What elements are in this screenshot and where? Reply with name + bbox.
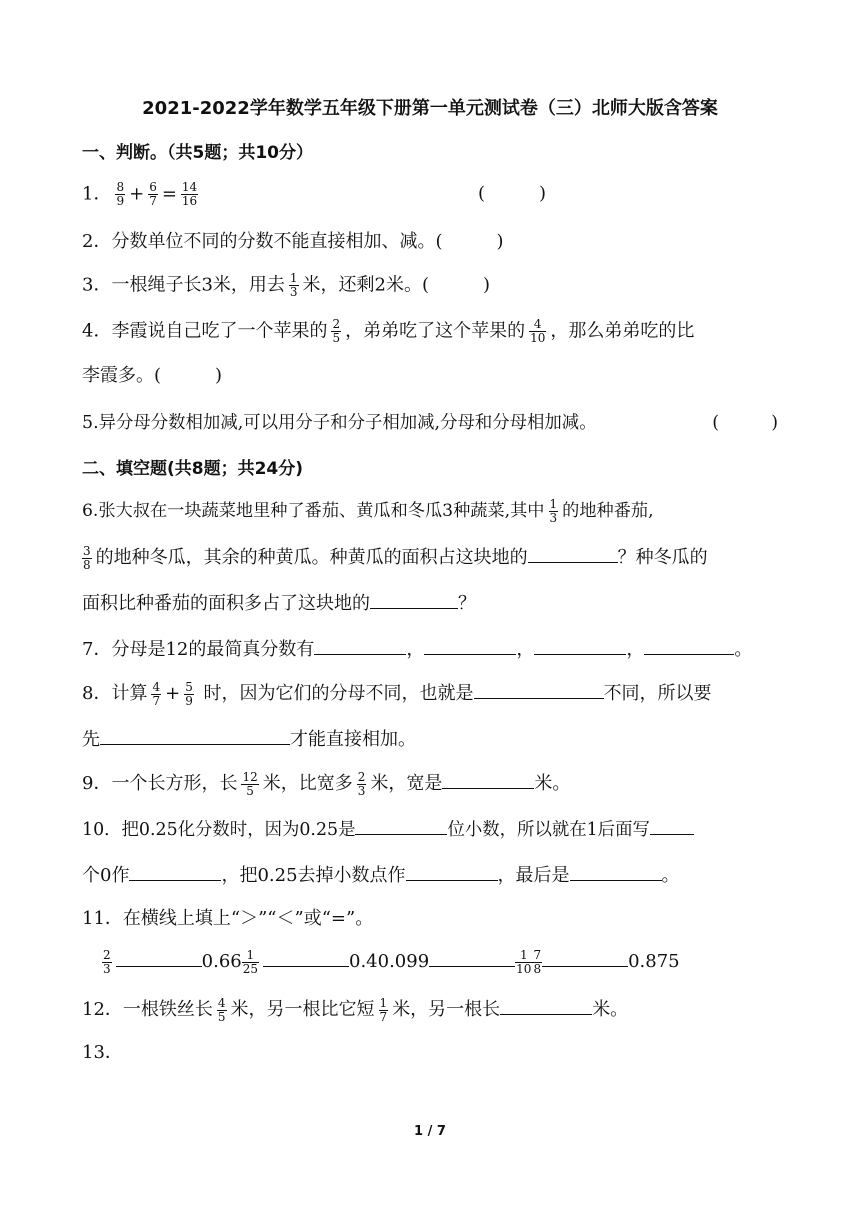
fraction: $\frac{1}{7}$ xyxy=(379,995,388,1024)
question-4-continued: 李霞多。( ) xyxy=(82,365,223,386)
answer-parentheses[interactable]: ( ) xyxy=(422,274,491,296)
fraction: $\frac{1}{10}$ xyxy=(516,947,532,976)
answer-parentheses[interactable]: ( ) xyxy=(435,231,504,252)
fraction: $\frac{12}{5}$ xyxy=(242,769,258,798)
answer-parentheses[interactable]: ( ) xyxy=(154,365,223,386)
question-10-line2: 个0作 ，把0.25去掉小数点作 ，最后是 。 xyxy=(82,862,778,889)
question-number: 1． xyxy=(82,183,112,205)
question-6: 6.张大叔在一块蔬菜地里种了番茄、黄瓜和冬瓜3种蔬菜,其中 $\frac{1}{3}$ 的地种番茄, xyxy=(82,497,654,525)
answer-blank[interactable] xyxy=(116,948,202,967)
fraction: $\frac{8}{9}$ xyxy=(116,180,125,208)
fraction: $\frac{7}{8}$ xyxy=(533,947,542,976)
answer-blank[interactable] xyxy=(650,816,694,835)
question-13: 13． xyxy=(82,1042,123,1063)
question-3: 3．一根绳子长3米，用去 $\frac{1}{3}$ 米，还剩2米。( ) xyxy=(82,271,491,299)
fraction: $\frac{1}{3}$ xyxy=(549,497,558,525)
question-1: 1． $\frac{8}{9}$ + $\frac{6}{7}$ = $\frac{14}{16}$ ( ) xyxy=(82,180,547,208)
question-11-comparisons: $\frac{2}{3}$ 0.66 $\frac{1}{25}$ 0.40.099 $\frac{1}{10}$ $\frac{7}{8}$ 0.875 xyxy=(103,947,680,976)
answer-blank[interactable] xyxy=(263,948,349,967)
answer-blank[interactable] xyxy=(542,948,628,967)
page-number: 1 / 7 xyxy=(414,1124,446,1139)
fraction: $\frac{5}{9}$ xyxy=(185,679,193,708)
fraction: $\frac{3}{8}$ xyxy=(83,543,91,572)
section-heading-judgement: 一、判断。（共5题；共10分） xyxy=(82,143,313,163)
answer-blank[interactable] xyxy=(644,636,734,655)
question-7: 7．分母是12的最简真分数有 ， ， ， 。 xyxy=(82,636,778,663)
answer-blank[interactable] xyxy=(528,544,618,563)
fraction: $\frac{4}{5}$ xyxy=(217,995,226,1024)
answer-parentheses[interactable]: ( ) xyxy=(712,413,778,433)
fraction: $\frac{6}{7}$ xyxy=(149,180,157,208)
fraction: $\frac{2}{3}$ xyxy=(103,947,111,976)
page-title: 2021-2022学年数学五年级下册第一单元测试卷（三）北师大版含答案 xyxy=(142,98,718,119)
fraction: $\frac{4}{7}$ xyxy=(152,679,161,708)
fraction: $\frac{1}{3}$ xyxy=(289,271,298,299)
question-11: 11．在横线上填上“＞”“＜”或“=”。 xyxy=(82,908,374,929)
answer-parentheses[interactable]: ( ) xyxy=(478,183,547,204)
question-5: 5.异分母分数相加减,可以用分子和分子相加减,分母和分母相加减。 ( ) xyxy=(82,410,778,436)
fraction: $\frac{2}{3}$ xyxy=(357,769,366,798)
question-4: 4．李霞说自己吃了一个苹果的 $\frac{2}{5}$ ，弟弟吃了这个苹果的 $\frac{4}{10}$ ，那么弟弟吃的比 xyxy=(82,317,695,345)
answer-blank[interactable] xyxy=(442,770,534,789)
question-6-line2: $\frac{3}{8}$ 的地种冬瓜，其余的种黄瓜。种黄瓜的面积占这块地的 ？种冬瓜的 xyxy=(83,543,708,572)
answer-blank[interactable] xyxy=(370,590,458,609)
answer-blank[interactable] xyxy=(534,636,626,655)
answer-blank[interactable] xyxy=(100,726,290,745)
answer-blank[interactable] xyxy=(424,636,516,655)
answer-blank[interactable] xyxy=(314,636,406,655)
fraction: $\frac{4}{10}$ xyxy=(530,317,546,345)
answer-blank[interactable] xyxy=(474,680,604,699)
answer-blank[interactable] xyxy=(429,948,515,967)
question-2: 2．分数单位不同的分数不能直接相加、减。( ) xyxy=(82,231,504,252)
question-6-line3: 面积比种番茄的面积多占了这块地的 ？ xyxy=(82,590,778,617)
question-8: 8．计算 $\frac{4}{7}$ + $\frac{5}{9}$ 时，因为它们的分母不同，也就是 不同，所以要 xyxy=(82,679,712,708)
fraction: $\frac{14}{16}$ xyxy=(181,180,198,208)
question-8-line2: 先 才能直接相加。 xyxy=(82,726,778,753)
question-10: 10．把0.25化分数时，因为0.25是 位小数，所以就在1后面写 xyxy=(82,816,778,843)
fraction: $\frac{1}{25}$ xyxy=(242,947,258,976)
answer-blank[interactable] xyxy=(406,862,498,881)
question-12: 12．一根铁丝长 $\frac{4}{5}$ 米，另一根比它短 $\frac{1}{7}$ 米，另一根长 米。 xyxy=(82,995,629,1024)
answer-blank[interactable] xyxy=(355,816,447,835)
fraction: $\frac{2}{5}$ xyxy=(332,317,341,345)
answer-blank[interactable] xyxy=(570,862,662,881)
answer-blank[interactable] xyxy=(500,996,592,1015)
question-9: 9．一个长方形，长 $\frac{12}{5}$ 米，比宽多 $\frac{2}{3}$ 米，宽是 米。 xyxy=(82,769,571,798)
answer-blank[interactable] xyxy=(129,862,221,881)
section-heading-fill-blank: 二、填空题(共8题；共24分) xyxy=(82,459,304,479)
